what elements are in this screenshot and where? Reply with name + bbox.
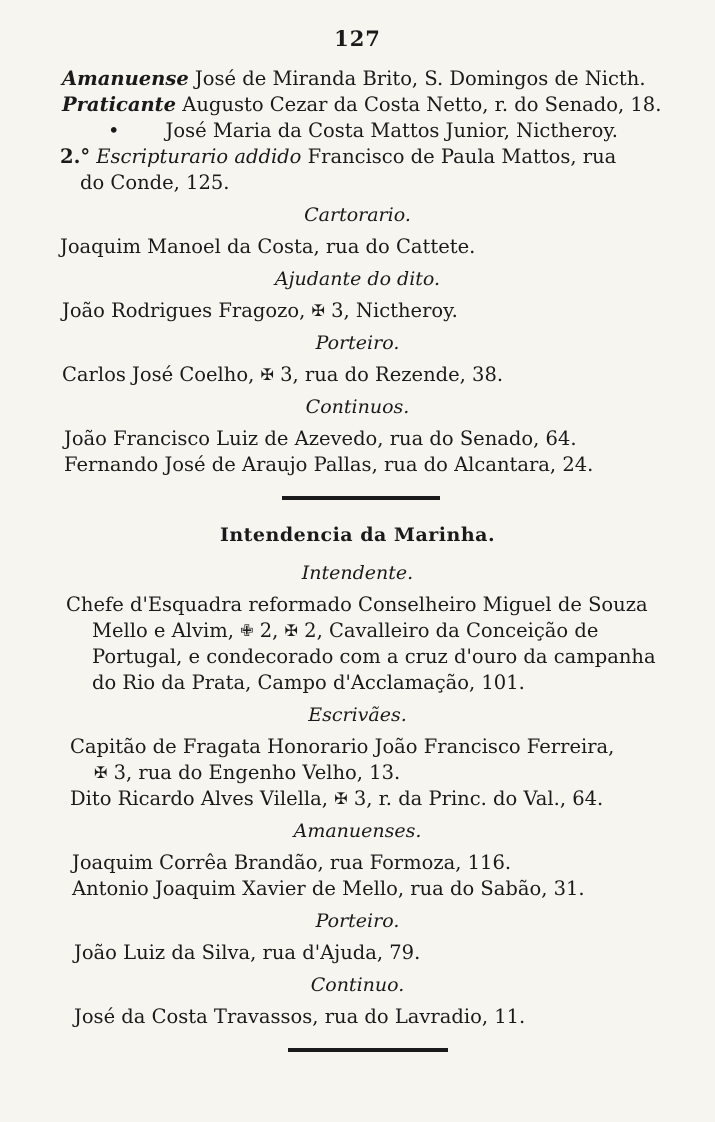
amanuense-1: Joaquim Corrêa Brandão, rua Formoza, 116. [72,851,512,874]
order-cross-icon: ✠ [311,301,325,320]
escripturario-entry: Francisco de Paula Mattos, rua [301,145,617,168]
heading-porteiro-cartorio: Porteiro. [315,332,400,354]
ajudante-name: João Rodrigues Fragozo, [62,299,306,322]
ajudante-order: 3, [331,299,350,322]
escripturario-prefix: 2.° [60,145,91,168]
role-escripturario: Escripturario addido [90,145,302,168]
bottom-divider [288,1048,448,1052]
heading-intendente: Intendente. [301,562,414,584]
porteiro-name: Carlos José Coelho, [62,363,255,386]
intendente-line-4: do Rio da Prata, Campo d'Acclamação, 101. [92,671,525,694]
heading-porteiro-marinha: Porteiro. [315,910,400,932]
line-escripturario-2: do Conde, 125. [80,171,230,194]
praticante-entry: Augusto Cezar da Costa Netto, r. do Senado, 18. [176,93,662,116]
intendente-name: Mello e Alvim, [92,619,234,642]
order-cross-icon: ✠ [334,789,348,808]
porteiro-order: 3, [280,363,299,386]
heading-cartorario: Cartorario. [304,204,411,226]
line-praticante [62,92,661,118]
escrivao-2-name: Dito Ricardo Alves Vilella, [70,787,328,810]
porteiro-line [62,362,503,388]
page-number: 127 [334,26,381,51]
heading-amanuenses: Amanuenses. [293,820,422,842]
line-praticante-2: • José Maria da Costa Mattos Junior, Nictheroy. [108,119,618,142]
role-amanuense: Amanuense [62,67,189,90]
porteiro-marinha: João Luiz da Silva, rua d'Ajuda, 79. [74,941,421,964]
heading-continuo: Continuo. [310,974,405,996]
order-cross-icon: ✠ [94,763,108,782]
heading-continuos: Continuos. [305,396,410,418]
escrivao-1-line-2: ✠ 3, rua do Engenho Velho, 13. [94,761,401,784]
amanuense-entry: José de Miranda Brito, S. Domingos de Nicth. [188,67,646,90]
section-divider [282,496,440,500]
role-praticante: Praticante [62,93,177,116]
order-cross-icon: ✠ [284,621,298,640]
line-amanuense [62,66,646,92]
heading-ajudante: Ajudante do dito. [274,268,441,290]
praticante-2-entry: José Maria da Costa Mattos Junior, Nictheroy. [165,119,618,142]
escrivao-1-line-1: Capitão de Fragata Honorario João Francisco Ferreira, [70,735,615,758]
ajudante-address: Nictheroy. [355,299,458,322]
ajudante-line [62,298,458,324]
escrivao-2-line: Dito Ricardo Alves Vilella, ✠ 3, r. da Princ. do Val., 64. [70,787,604,810]
cartorario-person: Joaquim Manoel da Costa, rua do Cattete. [60,235,476,258]
amanuense-2: Antonio Joaquim Xavier de Mello, rua do Sabão, 31. [72,877,585,900]
intendente-line-1: Chefe d'Esquadra reformado Conselheiro Miguel de Souza [66,593,648,616]
order-star-icon: ✙ [240,621,254,640]
heading-escrivaes: Escrivães. [308,704,407,726]
line-escripturario [60,144,616,170]
intendente-line-2: Mello e Alvim, ✙ 2, ✠ 2, Cavalleiro da Conceição de [92,619,599,642]
continuo-2: Fernando José de Araujo Pallas, rua do Alcantara, 24. [64,453,594,476]
continuo-1: João Francisco Luiz de Azevedo, rua do Senado, 64. [64,427,577,450]
intendente-line-3: Portugal, e condecorado com a cruz d'ouro da campanha [92,645,656,668]
section-title-marinha: Intendencia da Marinha. [219,524,496,546]
continuo-marinha: José da Costa Travassos, rua do Lavradio, 11. [74,1005,526,1028]
order-cross-icon: ✠ [260,365,274,384]
porteiro-address: rua do Rezende, 38. [304,363,504,386]
